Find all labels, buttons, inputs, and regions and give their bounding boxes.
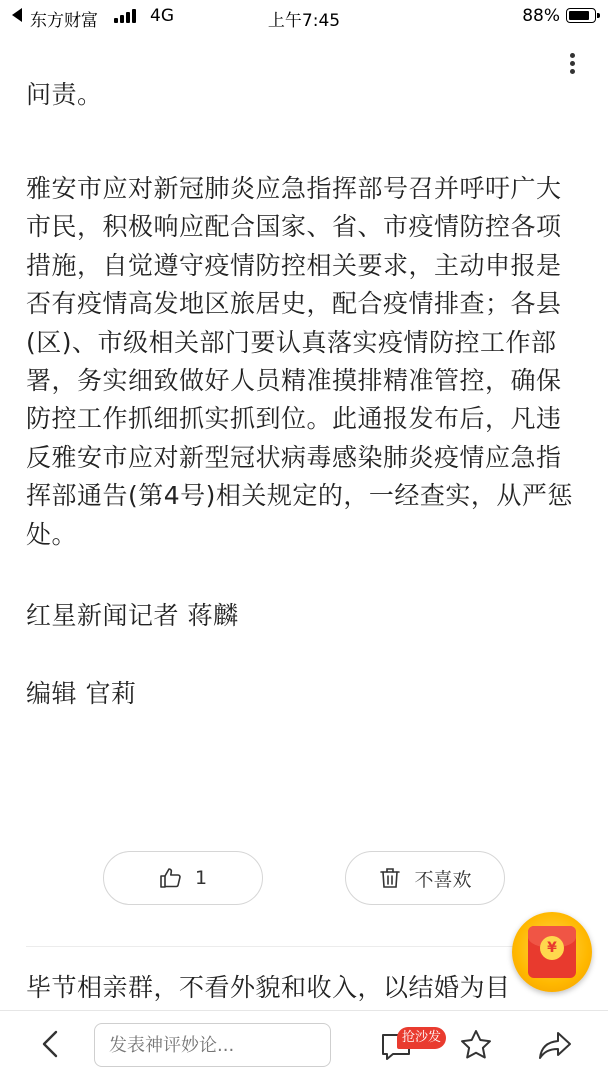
back-arrow-icon[interactable]: [34, 1027, 68, 1061]
sofa-badge: 抢沙发: [397, 1027, 446, 1049]
dislike-button[interactable]: [345, 851, 505, 905]
like-button[interactable]: [103, 851, 263, 905]
trash-icon: [378, 866, 402, 890]
comment-input[interactable]: [94, 1023, 331, 1067]
section-divider: [26, 946, 582, 947]
more-options-icon[interactable]: [562, 48, 582, 78]
share-icon[interactable]: [536, 1027, 574, 1063]
thumbs-up-icon: [159, 866, 183, 890]
network-type: 4G: [150, 6, 174, 26]
editor-credit: 编辑 官莉: [26, 679, 137, 709]
yuan-coin-icon: ¥: [540, 936, 564, 960]
like-count: 1: [194, 867, 208, 889]
article-partial-line: 问责。: [26, 82, 103, 109]
clock: 上午7:45: [267, 11, 341, 31]
red-packet-float-button[interactable]: [512, 912, 592, 992]
article-body: [26, 82, 586, 714]
reporter-credit: 红星新闻记者 蒋麟: [26, 601, 239, 631]
status-bar: [0, 0, 608, 34]
battery-percent: 88%: [522, 6, 560, 26]
battery-icon: [566, 8, 596, 23]
article-paragraph: 雅安市应对新冠肺炎应急指挥部号召并呼吁广大市民，积极响应配合国家、省、市疫情防控各项措施，自觉遵守疫情防控相关要求，主动申报是否有疫情高发地区旅居史，配合疫情排查；各县(区)、市级相关部门要认真落实疫情防控工作部署，务实细致做好人员精准摸排精准管控，确保防控工作抓细抓实抓到位。此通报发布后，凡违反雅安市应对新型冠状病毒感染肺炎疫情应急指挥部通告(第4号)相关规定的，一经查实，从严惩处。: [26, 174, 573, 549]
dislike-label: 不喜欢: [414, 868, 472, 891]
related-article-title[interactable]: 毕节相亲群，不看外貌和收入，以结婚为目: [26, 973, 511, 1002]
source-app-name[interactable]: 东方财富: [30, 11, 98, 31]
favorite-star-icon[interactable]: [458, 1027, 494, 1063]
battery-fill: [569, 11, 589, 20]
battery-nub: [597, 13, 600, 18]
bottom-toolbar: [0, 1010, 608, 1080]
